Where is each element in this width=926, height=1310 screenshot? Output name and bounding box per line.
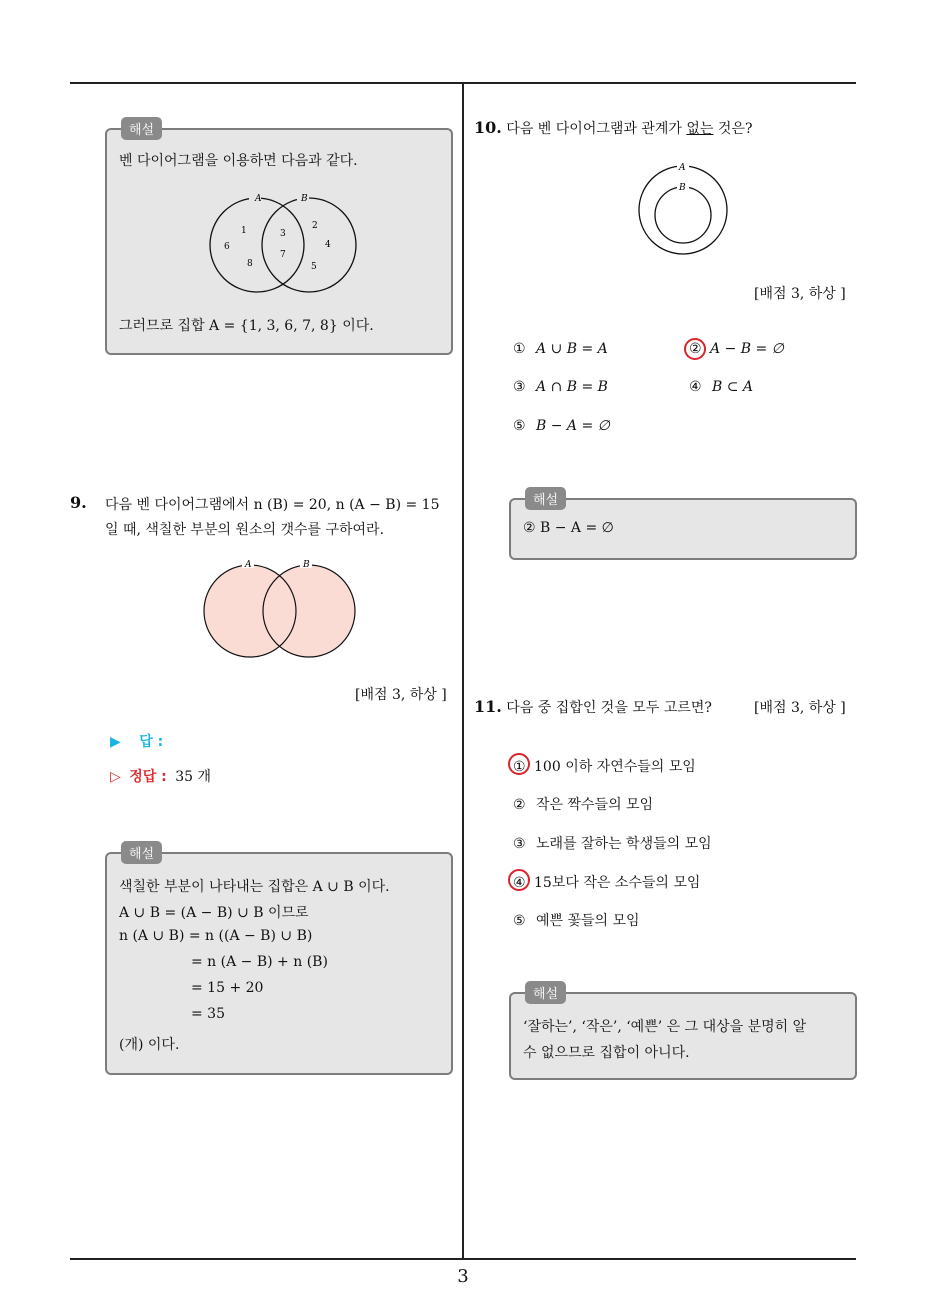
set-label-b: B	[679, 183, 686, 193]
explanation-line: = 35	[191, 1006, 225, 1022]
venn-diagram-2	[196, 556, 366, 666]
question-9-text: 다음 벤 다이어그램에서 n (B) = 20, n (A − B) = 15	[105, 497, 440, 513]
explanation-line: n (A ∪ B) = n ((A − B) ∪ B)	[119, 928, 313, 944]
correct-answer-row	[110, 766, 211, 786]
question-10-underlined: 없는	[686, 121, 714, 137]
venn-diagram-1	[205, 192, 385, 300]
choice-text: 작은 짝수들의 모임	[536, 797, 654, 813]
question-9-text: 일 때, 색칠한 부분의 원소의 갯수를 구하여라.	[105, 522, 385, 538]
choice-text: A ∩ B = B	[536, 379, 608, 395]
venn-element: 3	[280, 229, 286, 239]
choice-text: 15보다 작은 소수들의 모임	[534, 875, 701, 891]
answer-circle-icon	[684, 338, 706, 360]
venn-label-b: B	[303, 560, 310, 570]
correct-answer-value: 35 개	[175, 769, 212, 785]
choice-text: 노래를 잘하는 학생들의 모임	[536, 836, 712, 852]
explanation-box-4	[509, 987, 857, 1080]
explanation-tag: 해설	[525, 487, 566, 510]
set-circle-a	[639, 166, 727, 254]
choice-text: 예쁜 꽃들의 모임	[536, 913, 640, 929]
venn-element: 8	[247, 259, 253, 269]
explanation-line: = n (A − B) + n (B)	[191, 954, 328, 970]
venn-element: 4	[325, 240, 331, 250]
choice-text: A ∪ B = A	[536, 341, 608, 357]
question-11-text: 다음 중 집합인 것을 모두 고르면?	[506, 700, 712, 716]
score-label: [배점 3, 하상 ]	[355, 687, 447, 703]
choice-2[interactable]	[689, 341, 784, 357]
set-label-a: A	[679, 163, 686, 173]
choice-5[interactable]	[513, 910, 640, 930]
score-label: [배점 3, 하상 ]	[754, 700, 846, 716]
venn-element: 2	[312, 221, 318, 231]
choice-1[interactable]	[513, 341, 608, 357]
column-divider	[462, 83, 464, 1258]
explanation-line: A ∪ B = (A − B) ∪ B 이므로	[119, 905, 309, 921]
venn-element: 6	[224, 242, 230, 252]
choice-text: B ⊂ A	[712, 379, 754, 395]
venn-label-a: A	[245, 560, 252, 570]
choice-3[interactable]	[513, 379, 608, 395]
correct-answer-label: 정답 :	[129, 769, 167, 785]
venn-element: 1	[241, 226, 247, 236]
answer-row	[110, 731, 163, 751]
choice-text: 100 이하 자연수들의 모임	[534, 759, 696, 775]
choice-mark: ①	[513, 341, 526, 357]
explanation-box-1	[105, 123, 453, 355]
explanation-line: ② B − A = ∅	[523, 520, 614, 536]
venn-label-a: A	[255, 194, 262, 204]
question-10-text-end: 것은?	[713, 121, 753, 137]
correct-arrow-icon: ▷	[110, 769, 121, 785]
explanation-tag: 해설	[121, 117, 162, 140]
question-number-11: 11.	[474, 697, 502, 716]
set-circle-b	[655, 187, 711, 243]
choice-mark: ③	[513, 379, 526, 395]
answer-circle-icon	[508, 753, 530, 775]
nested-set-diagram	[634, 160, 734, 260]
bottom-rule	[70, 1258, 856, 1260]
explanation-line: ‘잘하는’, ‘작은’, ‘예쁜’ 은 그 대상을 분명히 알	[523, 1019, 807, 1035]
choice-3[interactable]	[513, 833, 712, 853]
venn-label-b: B	[301, 194, 308, 204]
choice-4[interactable]	[689, 379, 753, 395]
explanation-line: 수 없으므로 집합이 아니다.	[523, 1045, 690, 1061]
answer-circle-icon	[508, 869, 530, 891]
explanation-line: (개) 이다.	[119, 1037, 180, 1053]
choice-mark: ④	[513, 875, 526, 891]
answer-arrow-icon: ▶	[110, 734, 121, 750]
page-number: 3	[457, 1266, 469, 1287]
score-label: [배점 3, 하상 ]	[754, 286, 846, 302]
explanation-box-3	[509, 493, 857, 560]
choice-mark: ②	[689, 341, 702, 357]
choice-mark: ⑤	[513, 913, 526, 929]
choice-text: A − B = ∅	[710, 341, 784, 357]
choice-5[interactable]	[513, 418, 610, 434]
venn-element: 7	[280, 250, 286, 260]
question-10-text: 다음 벤 다이어그램과 관계가	[506, 121, 687, 137]
choice-text: B − A = ∅	[536, 418, 610, 434]
choice-2[interactable]	[513, 794, 653, 814]
explanation-line: = 15 + 20	[191, 980, 264, 996]
explanation-tag: 해설	[525, 981, 566, 1004]
explanation-line: 그러므로 집합 A = {1, 3, 6, 7, 8} 이다.	[119, 318, 374, 334]
question-number-10: 10.	[474, 118, 502, 137]
venn-circle-b	[262, 198, 356, 292]
choice-4[interactable]	[513, 872, 700, 892]
explanation-box-2	[105, 847, 453, 1075]
explanation-tag: 해설	[121, 841, 162, 864]
venn-element: 5	[311, 262, 317, 272]
explanation-line: 색칠한 부분이 나타내는 집합은 A ∪ B 이다.	[119, 879, 390, 895]
question-11-heading	[474, 697, 712, 717]
question-number-9: 9.	[70, 493, 87, 512]
choice-mark: ①	[513, 759, 526, 775]
choice-mark: ④	[689, 379, 702, 395]
choice-mark: ②	[513, 797, 526, 813]
answer-label: 답 :	[139, 734, 164, 750]
choice-mark: ⑤	[513, 418, 526, 434]
choice-mark: ③	[513, 836, 526, 852]
explanation-line: 벤 다이어그램을 이용하면 다음과 같다.	[119, 153, 358, 169]
choice-1[interactable]	[513, 756, 696, 776]
question-10-heading	[474, 118, 752, 138]
